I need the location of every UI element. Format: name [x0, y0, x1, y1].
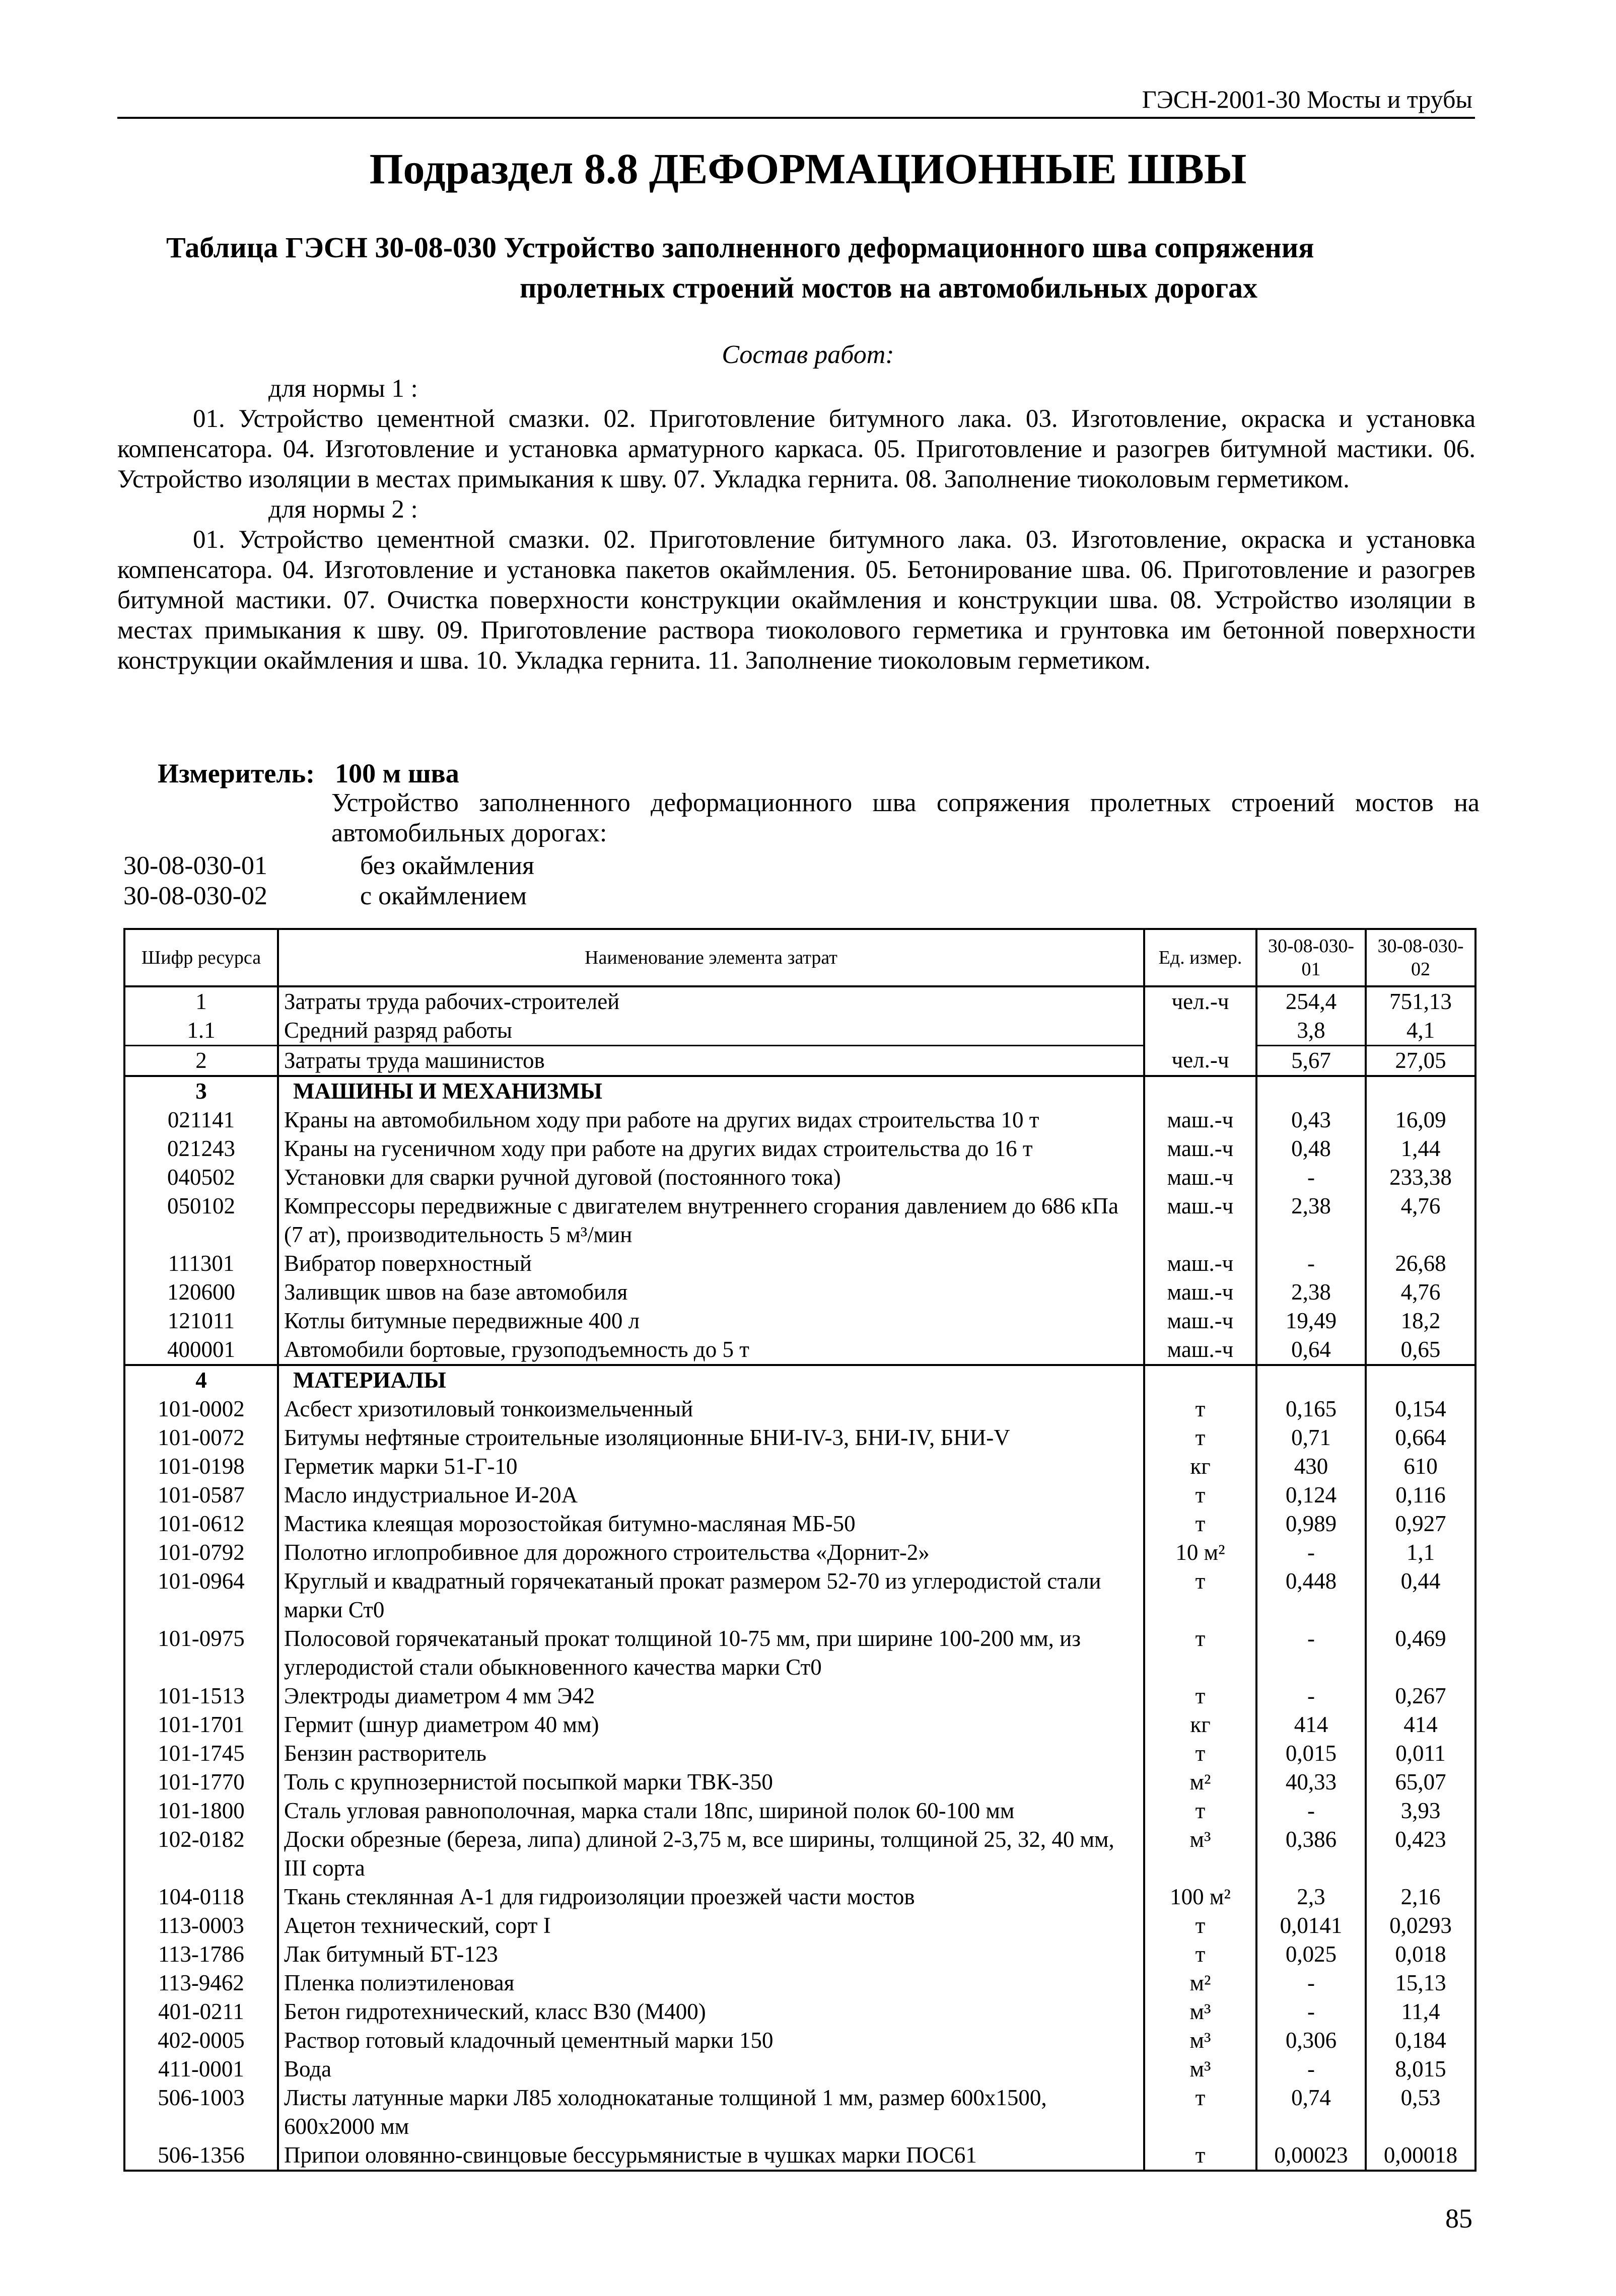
table-row	[124, 1046, 1476, 1077]
cell-value-1: 2,3	[1256, 1883, 1366, 1911]
cell-code: 113-0003	[124, 1911, 278, 1940]
cell-unit: маш.-ч	[1144, 1163, 1256, 1192]
cell-value-2: 0,011	[1366, 1739, 1476, 1768]
cell-value-2: 0,0293	[1366, 1911, 1476, 1940]
cell-value-2: 4,76	[1366, 1192, 1476, 1249]
cell-unit	[1144, 1076, 1256, 1106]
variant-text: с окаймлением	[360, 882, 527, 910]
cell-value-2: 0,184	[1366, 2026, 1476, 2055]
cell-name: Вода	[278, 2055, 1144, 2084]
cell-value-1	[1256, 1365, 1366, 1395]
table-row	[124, 1940, 1476, 1969]
variant-code: 30-08-030-01	[123, 851, 267, 880]
cell-code: 101-0198	[124, 1452, 278, 1481]
cell-value-1: -	[1256, 1997, 1366, 2026]
cell-value-2: 0,927	[1366, 1510, 1476, 1538]
cell-name: Ткань стеклянная А-1 для гидроизоляции проезжей части мостов	[278, 1883, 1144, 1911]
table-row	[124, 1739, 1476, 1768]
page-number: 85	[1445, 2203, 1472, 2234]
cell-value-1: 430	[1256, 1452, 1366, 1481]
cell-unit: маш.-ч	[1144, 1335, 1256, 1365]
cell-unit: т	[1144, 1423, 1256, 1452]
cell-name: Компрессоры передвижные с двигателем внутреннего сгорания давлением до 686 кПа (7 ат), производительность 5 м³/мин	[278, 1192, 1144, 1249]
cell-value-1: 2,38	[1256, 1192, 1366, 1249]
cell-code: 101-0612	[124, 1510, 278, 1538]
table-row	[124, 1134, 1476, 1163]
cell-unit: м³	[1144, 1825, 1256, 1883]
cell-value-1: -	[1256, 2055, 1366, 2084]
cell-unit: чел.-ч	[1144, 986, 1256, 1016]
cell-code: 101-0964	[124, 1567, 278, 1624]
cell-unit: т	[1144, 2141, 1256, 2171]
cell-name: Припои оловянно-свинцовые бессурьмянистые в чушках марки ПОС61	[278, 2141, 1144, 2171]
cell-name: Круглый и квадратный горячекатаный прокат размером 52-70 из углеродистой стали марки Ст0	[278, 1567, 1144, 1624]
cell-name: Котлы битумные передвижные 400 л	[278, 1307, 1144, 1335]
cell-code: 4	[124, 1365, 278, 1395]
table-row	[124, 986, 1476, 1016]
table-row	[124, 1624, 1476, 1682]
cell-value-2: 0,469	[1366, 1624, 1476, 1682]
cell-value-2: 3,93	[1366, 1797, 1476, 1825]
cell-code: 113-9462	[124, 1969, 278, 1997]
cell-value-2: 233,38	[1366, 1163, 1476, 1192]
header-unit: Ед. измер.	[1144, 929, 1256, 986]
cell-value-1: -	[1256, 1163, 1366, 1192]
composition-label: Состав работ:	[722, 340, 894, 369]
cell-name: Средний разряд работы	[278, 1016, 1144, 1046]
cell-code: 101-0072	[124, 1423, 278, 1452]
norm-description: Устройство заполненного деформационного шва сопряжения пролетных строений мостов на автомобильных дорогах:	[331, 788, 1480, 847]
cell-name: Асбест хризотиловый тонкоизмельченный	[278, 1395, 1144, 1423]
section-title: Подраздел 8.8 ДЕФОРМАЦИОННЫЕ ШВЫ	[369, 145, 1247, 193]
table-row	[124, 1016, 1476, 1046]
cell-code: 101-0002	[124, 1395, 278, 1423]
cell-value-1: 0,025	[1256, 1940, 1366, 1969]
cell-value-2: 1,1	[1366, 1538, 1476, 1567]
measure-label: Измеритель:	[158, 758, 315, 788]
table-row	[124, 1510, 1476, 1538]
cell-unit: маш.-ч	[1144, 1307, 1256, 1335]
table-row	[124, 1335, 1476, 1365]
cell-value-1: 0,43	[1256, 1106, 1366, 1134]
cell-value-2: 0,018	[1366, 1940, 1476, 1969]
table-title	[166, 228, 1490, 308]
table-row	[124, 1768, 1476, 1797]
cell-unit: т	[1144, 1739, 1256, 1768]
cell-code: 101-1800	[124, 1797, 278, 1825]
cell-code: 040502	[124, 1163, 278, 1192]
header-col-1: 30-08-030-01	[1256, 929, 1366, 986]
cell-value-2: 414	[1366, 1710, 1476, 1739]
cell-name: МАТЕРИАЛЫ	[278, 1365, 1144, 1395]
cell-value-1: 19,49	[1256, 1307, 1366, 1335]
cell-code: 050102	[124, 1192, 278, 1249]
cell-code: 021243	[124, 1134, 278, 1163]
table-row	[124, 1997, 1476, 2026]
table-row	[124, 1797, 1476, 1825]
header-code: Шифр ресурса	[124, 929, 278, 986]
cell-name: Установки для сварки ручной дуговой (постоянного тока)	[278, 1163, 1144, 1192]
table-row	[124, 1911, 1476, 1940]
cell-code: 101-1513	[124, 1682, 278, 1710]
cell-value-2: 1,44	[1366, 1134, 1476, 1163]
variant-row	[123, 851, 534, 881]
cell-unit: т	[1144, 1940, 1256, 1969]
cell-code: 1	[124, 986, 278, 1016]
cell-code: 121011	[124, 1307, 278, 1335]
cell-code: 104-0118	[124, 1883, 278, 1911]
norm-1-label: для нормы 1 :	[268, 375, 418, 403]
cell-value-2: 0,44	[1366, 1567, 1476, 1624]
cell-unit: кг	[1144, 1710, 1256, 1739]
cell-unit: т	[1144, 1682, 1256, 1710]
cell-value-1: 40,33	[1256, 1768, 1366, 1797]
cell-name: Краны на гусеничном ходу при работе на других видах строительства до 16 т	[278, 1134, 1144, 1163]
cell-code: 102-0182	[124, 1825, 278, 1883]
cell-unit: т	[1144, 1911, 1256, 1940]
cell-code: 101-0792	[124, 1538, 278, 1567]
table-row	[124, 2084, 1476, 2141]
variant-code: 30-08-030-02	[123, 882, 267, 910]
measure-value: 100 м шва	[335, 758, 459, 788]
table-row	[124, 1481, 1476, 1510]
composition-of-works	[117, 374, 1476, 676]
cell-value-1: -	[1256, 1682, 1366, 1710]
table-section-row	[124, 1076, 1476, 1106]
cell-value-1: -	[1256, 1624, 1366, 1682]
cell-code: 101-1770	[124, 1768, 278, 1797]
cell-unit: т	[1144, 1567, 1256, 1624]
table-row	[124, 1278, 1476, 1307]
cell-value-2: 0,267	[1366, 1682, 1476, 1710]
cell-value-2: 26,68	[1366, 1249, 1476, 1278]
cell-name: МАШИНЫ И МЕХАНИЗМЫ	[278, 1076, 1144, 1106]
cell-value-2: 751,13	[1366, 986, 1476, 1016]
norm-variants	[123, 851, 534, 911]
cell-name: Пленка полиэтиленовая	[278, 1969, 1144, 1997]
cell-name: Заливщик швов на базе автомобиля	[278, 1278, 1144, 1307]
cell-unit: т	[1144, 1624, 1256, 1682]
measure-unit	[158, 758, 459, 789]
cell-value-2: 0,00018	[1366, 2141, 1476, 2171]
cell-unit	[1144, 1365, 1256, 1395]
cell-value-1: 0,165	[1256, 1395, 1366, 1423]
running-head: ГЭСН-2001-30 Мосты и трубы	[1142, 85, 1472, 113]
cell-value-1: -	[1256, 1797, 1366, 1825]
cell-value-2: 0,154	[1366, 1395, 1476, 1423]
cell-name: Полосовой горячекатаный прокат толщиной 10-75 мм, при ширине 100-200 мм, из углеродистой стали обыкновенного качества марки Ст0	[278, 1624, 1144, 1682]
cell-name: Затраты труда машинистов	[278, 1046, 1144, 1077]
table-section-row	[124, 1365, 1476, 1395]
cell-code: 101-0587	[124, 1481, 278, 1510]
cell-unit: маш.-ч	[1144, 1134, 1256, 1163]
table-row	[124, 2141, 1476, 2171]
table-row	[124, 1969, 1476, 1997]
cell-code: 101-1701	[124, 1710, 278, 1739]
cell-value-1: 0,124	[1256, 1481, 1366, 1510]
cell-value-2: 0,423	[1366, 1825, 1476, 1883]
cell-unit: т	[1144, 1481, 1256, 1510]
table-row	[124, 1307, 1476, 1335]
cell-code: 401-0211	[124, 1997, 278, 2026]
cell-name: Битумы нефтяные строительные изоляционные БНИ-IV-3, БНИ-IV, БНИ-V	[278, 1423, 1144, 1452]
table-row	[124, 1682, 1476, 1710]
cell-code: 2	[124, 1046, 278, 1077]
cell-value-1: 0,71	[1256, 1423, 1366, 1452]
cell-value-2: 0,664	[1366, 1423, 1476, 1452]
cell-code: 400001	[124, 1335, 278, 1365]
table-row	[124, 1825, 1476, 1883]
table-header-row	[124, 929, 1476, 986]
cell-value-1: 0,0141	[1256, 1911, 1366, 1940]
cell-value-1: 0,386	[1256, 1825, 1366, 1883]
cell-name: Бетон гидротехнический, класс В30 (М400)	[278, 1997, 1144, 2026]
cell-value-1	[1256, 1076, 1366, 1106]
cell-value-1: 0,00023	[1256, 2141, 1366, 2171]
cell-unit: м³	[1144, 2055, 1256, 2084]
cell-name: Доски обрезные (береза, липа) длиной 2-3,75 м, все ширины, толщиной 25, 32, 40 мм, III сорта	[278, 1825, 1144, 1883]
cell-name: Вибратор поверхностный	[278, 1249, 1144, 1278]
cell-unit: маш.-ч	[1144, 1106, 1256, 1134]
norm-2-text: 01. Устройство цементной смазки. 02. Приготовление битумного лака. 03. Изготовление, окраска и установка компенсатора. 04. Изготовление и установка пакетов окаймления. 05. Бетонирование шва. 06. Приготовление и разогрев битумной мастики. 07. Очистка поверхности конструкции окаймления и конструкции шва. 08. Устройство изоляции в местах примыкания к шву. 09. Приготовление раствора тиоколового герметика и грунтовка им бетонной поверхности конструкции окаймления и шва. 10. Укладка гернита. 11. Заполнение тиоколовым герметиком.	[117, 526, 1476, 675]
cell-name: Краны на автомобильном ходу при работе на других видах строительства 10 т	[278, 1106, 1144, 1134]
cell-name: Масло индустриальное И-20А	[278, 1481, 1144, 1510]
cell-value-2: 2,16	[1366, 1883, 1476, 1911]
cell-code: 506-1003	[124, 2084, 278, 2141]
cell-name: Лак битумный БТ-123	[278, 1940, 1144, 1969]
cell-value-1: -	[1256, 1249, 1366, 1278]
cell-value-2	[1366, 1076, 1476, 1106]
cell-name: Раствор готовый кладочный цементный марки 150	[278, 2026, 1144, 2055]
cell-value-2: 65,07	[1366, 1768, 1476, 1797]
table-body	[124, 986, 1476, 2171]
cell-value-1: 0,015	[1256, 1739, 1366, 1768]
cell-value-2: 4,1	[1366, 1016, 1476, 1046]
cell-value-1: 0,306	[1256, 2026, 1366, 2055]
cell-name: Электроды диаметром 4 мм Э42	[278, 1682, 1144, 1710]
cell-unit: т	[1144, 2084, 1256, 2141]
cell-value-2: 8,015	[1366, 2055, 1476, 2084]
cell-code: 111301	[124, 1249, 278, 1278]
cell-code: 402-0005	[124, 2026, 278, 2055]
cell-value-2: 4,76	[1366, 1278, 1476, 1307]
resources-table	[123, 928, 1477, 2172]
cell-name: Листы латунные марки Л85 холоднокатаные толщиной 1 мм, размер 600х1500, 600х2000 мм	[278, 2084, 1144, 2141]
cell-name: Герметик марки 51-Г-10	[278, 1452, 1144, 1481]
cell-name: Мастика клеящая морозостойкая битумно-масляная МБ-50	[278, 1510, 1144, 1538]
cell-value-2: 11,4	[1366, 1997, 1476, 2026]
table-row	[124, 1395, 1476, 1423]
table-row	[124, 1423, 1476, 1452]
cell-value-1: 3,8	[1256, 1016, 1366, 1046]
table-title-line-2: пролетных строений мостов на автомобильных дорогах	[519, 271, 1258, 304]
table-row	[124, 1106, 1476, 1134]
table-row	[124, 1249, 1476, 1278]
cell-unit: м³	[1144, 1997, 1256, 2026]
cell-name: Бензин растворитель	[278, 1739, 1144, 1768]
cell-value-1: 2,38	[1256, 1278, 1366, 1307]
cell-name: Автомобили бортовые, грузоподъемность до 5 т	[278, 1335, 1144, 1365]
cell-unit: т	[1144, 1797, 1256, 1825]
table-row	[124, 2026, 1476, 2055]
header-name: Наименование элемента затрат	[278, 929, 1144, 986]
cell-unit: чел.-ч	[1144, 1046, 1256, 1077]
table-row	[124, 1192, 1476, 1249]
cell-value-2: 15,13	[1366, 1969, 1476, 1997]
cell-unit: т	[1144, 1395, 1256, 1423]
cell-code: 120600	[124, 1278, 278, 1307]
cell-name: Полотно иглопробивное для дорожного строительства «Дорнит-2»	[278, 1538, 1144, 1567]
cell-value-2	[1366, 1365, 1476, 1395]
cell-value-1: 0,448	[1256, 1567, 1366, 1624]
cell-value-1: 0,989	[1256, 1510, 1366, 1538]
table-row	[124, 1710, 1476, 1739]
cell-unit: маш.-ч	[1144, 1278, 1256, 1307]
table-row	[124, 1538, 1476, 1567]
header-col-2: 30-08-030-02	[1366, 929, 1476, 986]
cell-value-1: -	[1256, 1538, 1366, 1567]
cell-value-1: -	[1256, 1969, 1366, 1997]
table-row	[124, 1163, 1476, 1192]
cell-code: 1.1	[124, 1016, 278, 1046]
cell-value-1: 254,4	[1256, 986, 1366, 1016]
cell-value-2: 16,09	[1366, 1106, 1476, 1134]
cell-code: 021141	[124, 1106, 278, 1134]
cell-name: Толь с крупнозернистой посыпкой марки ТВК-350	[278, 1768, 1144, 1797]
cell-unit	[1144, 1016, 1256, 1046]
cell-value-1: 0,74	[1256, 2084, 1366, 2141]
cell-name: Гермит (шнур диаметром 40 мм)	[278, 1710, 1144, 1739]
table-row	[124, 1883, 1476, 1911]
cell-unit: м²	[1144, 1969, 1256, 1997]
cell-name: Сталь угловая равнополочная, марка стали 18пс, шириной полок 60-100 мм	[278, 1797, 1144, 1825]
cell-code: 101-1745	[124, 1739, 278, 1768]
cell-value-2: 18,2	[1366, 1307, 1476, 1335]
cell-unit: маш.-ч	[1144, 1192, 1256, 1249]
cell-code: 113-1786	[124, 1940, 278, 1969]
cell-value-1: 0,48	[1256, 1134, 1366, 1163]
cell-name: Затраты труда рабочих-строителей	[278, 986, 1144, 1016]
cell-unit: 100 м²	[1144, 1883, 1256, 1911]
cell-unit: т	[1144, 1510, 1256, 1538]
header-rule	[117, 117, 1475, 119]
cell-unit: м³	[1144, 2026, 1256, 2055]
cell-unit: м²	[1144, 1768, 1256, 1797]
table-row	[124, 1452, 1476, 1481]
table-title-line-1: Таблица ГЭСН 30-08-030 Устройство заполненного деформационного шва сопряжения	[166, 231, 1314, 264]
table-row	[124, 1567, 1476, 1624]
cell-unit: кг	[1144, 1452, 1256, 1481]
cell-code: 506-1356	[124, 2141, 278, 2171]
variant-row	[123, 881, 534, 911]
cell-value-2: 0,116	[1366, 1481, 1476, 1510]
norm-1-text: 01. Устройство цементной смазки. 02. Приготовление битумного лака. 03. Изготовление, окраска и установка компенсатора. 04. Изготовление и установка арматурного каркаса. 05. Приготовление и разогрев битумной мастики. 06. Устройство изоляции в местах примыкания к шву. 07. Укладка гернита. 08. Заполнение тиоколовым герметиком.	[117, 405, 1476, 493]
table-row	[124, 2055, 1476, 2084]
cell-code: 101-0975	[124, 1624, 278, 1682]
cell-name: Ацетон технический, сорт I	[278, 1911, 1144, 1940]
cell-unit: 10 м²	[1144, 1538, 1256, 1567]
norm-2-label: для нормы 2 :	[268, 495, 418, 524]
cell-value-2: 27,05	[1366, 1046, 1476, 1077]
variant-text: без окаймления	[360, 851, 534, 880]
cell-code: 3	[124, 1076, 278, 1106]
cell-value-2: 0,65	[1366, 1335, 1476, 1365]
cell-value-1: 0,64	[1256, 1335, 1366, 1365]
cell-value-2: 610	[1366, 1452, 1476, 1481]
cell-unit: маш.-ч	[1144, 1249, 1256, 1278]
cell-value-1: 5,67	[1256, 1046, 1366, 1077]
cell-value-2: 0,53	[1366, 2084, 1476, 2141]
cell-code: 411-0001	[124, 2055, 278, 2084]
cell-value-1: 414	[1256, 1710, 1366, 1739]
